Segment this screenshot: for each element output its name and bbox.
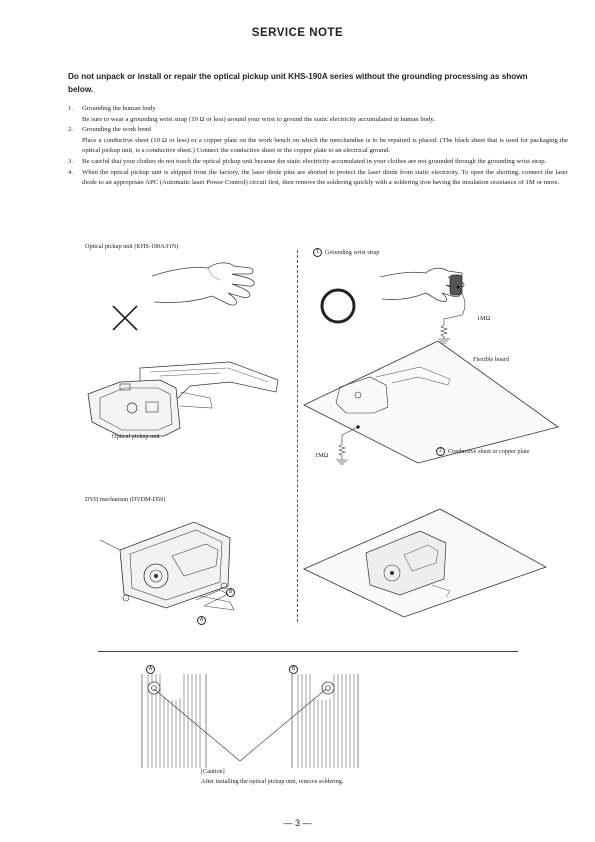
- step-text: Place a conductive sheet (10 Ω or less) or a copper plate on the work bench on which the merchandise is to be repaired is placed. (The black sheet that is used for packaging the optical pickup unit, is a conductive sheet.) Connect the conductive sheet or the copper plate to an electrical ground.: [82, 136, 568, 155]
- detail-marker-b-label: B: [289, 665, 298, 674]
- resistor-label-2: 1MΩ: [315, 452, 329, 459]
- step-number: 4.: [68, 168, 74, 176]
- step-text: Be careful that your clothes do not touch the optical pickup unit because the static electricity accumulated in your clothes are not grounded through the grounding wrist strap.: [82, 157, 547, 165]
- caution-pointer-lines: [150, 685, 340, 765]
- marker-b-label: B: [226, 588, 235, 597]
- marker-a-label: A: [197, 616, 206, 625]
- section-rule: [98, 651, 518, 652]
- step-heading: Grounding the human body: [82, 105, 156, 112]
- step-number: 3.: [68, 157, 74, 165]
- hand-with-strap-icon: [378, 265, 478, 345]
- section-divider: [297, 250, 298, 622]
- step-number: 2.: [68, 126, 74, 134]
- conductive-sheet-text: Conductive sheet or copper plate: [448, 447, 530, 455]
- dvd-mechanism-label: DVD mechanism (DVDM-D50): [85, 496, 166, 503]
- caution-text: After installing the optical pickup unit, remove soldering.: [201, 778, 344, 785]
- steps-list: [68, 104, 568, 189]
- wrong-cross-icon: [112, 305, 138, 331]
- marker-a: [197, 611, 209, 629]
- caution-heading: [Caution]: [201, 768, 225, 775]
- step-item: [68, 157, 568, 168]
- optical-pickup-unit-label: Optical pickup unit: [112, 433, 160, 440]
- step-heading: Grounding the work bend: [82, 126, 151, 134]
- wrist-strap-label: [313, 248, 379, 257]
- circled-number: 1: [313, 248, 322, 257]
- hand-icon: [150, 258, 260, 318]
- warning-text: Do not unpack or install or repair the optical pickup unit KHS-190A series without the grounding processing as shown below.: [68, 72, 528, 94]
- conductive-sheet-label: [436, 447, 529, 456]
- dvd-mechanism-drawing: [100, 510, 260, 620]
- step-item: [68, 104, 568, 125]
- circled-number: 2: [436, 447, 445, 456]
- step-item: [68, 125, 568, 157]
- step-text: Be sure to wear a grounding wrist strap (10 Ω or less) around your wrist to ground the static electricity accumulated in human body.: [82, 115, 435, 123]
- ground-resistor-icon: [336, 440, 350, 470]
- sheet-with-mechanism-drawing: [300, 505, 550, 620]
- optical-pickup-unit-drawing: [80, 358, 280, 438]
- page-number: — 3 —: [283, 818, 312, 828]
- wrist-strap-text: Grounding wrist strap: [325, 248, 380, 256]
- resistor-label-1: 1MΩ: [477, 315, 491, 322]
- correct-circle-icon: [318, 286, 358, 326]
- step-number: 1.: [68, 105, 74, 112]
- detail-marker-a-label: A: [146, 665, 155, 674]
- step-text: When the optical pickup unit is shipped from the factory, the laser diode pins are shorted to protect the laser diode from static electricity. To open the shorting, connect the laser diode to an appropriate APC (Automatic laser Power Control) circuit first, then remove the soldering quickly with a soldering iron having the insulation resistance of 1M or more.: [82, 168, 568, 187]
- flexible-board-label: Flexible board: [473, 356, 509, 363]
- page-title: SERVICE NOTE: [251, 27, 344, 39]
- pickup-model-label: Optical pickup unit (KHS-190A/J1N): [85, 243, 179, 250]
- step-item: [68, 168, 568, 189]
- marker-b: [226, 583, 238, 601]
